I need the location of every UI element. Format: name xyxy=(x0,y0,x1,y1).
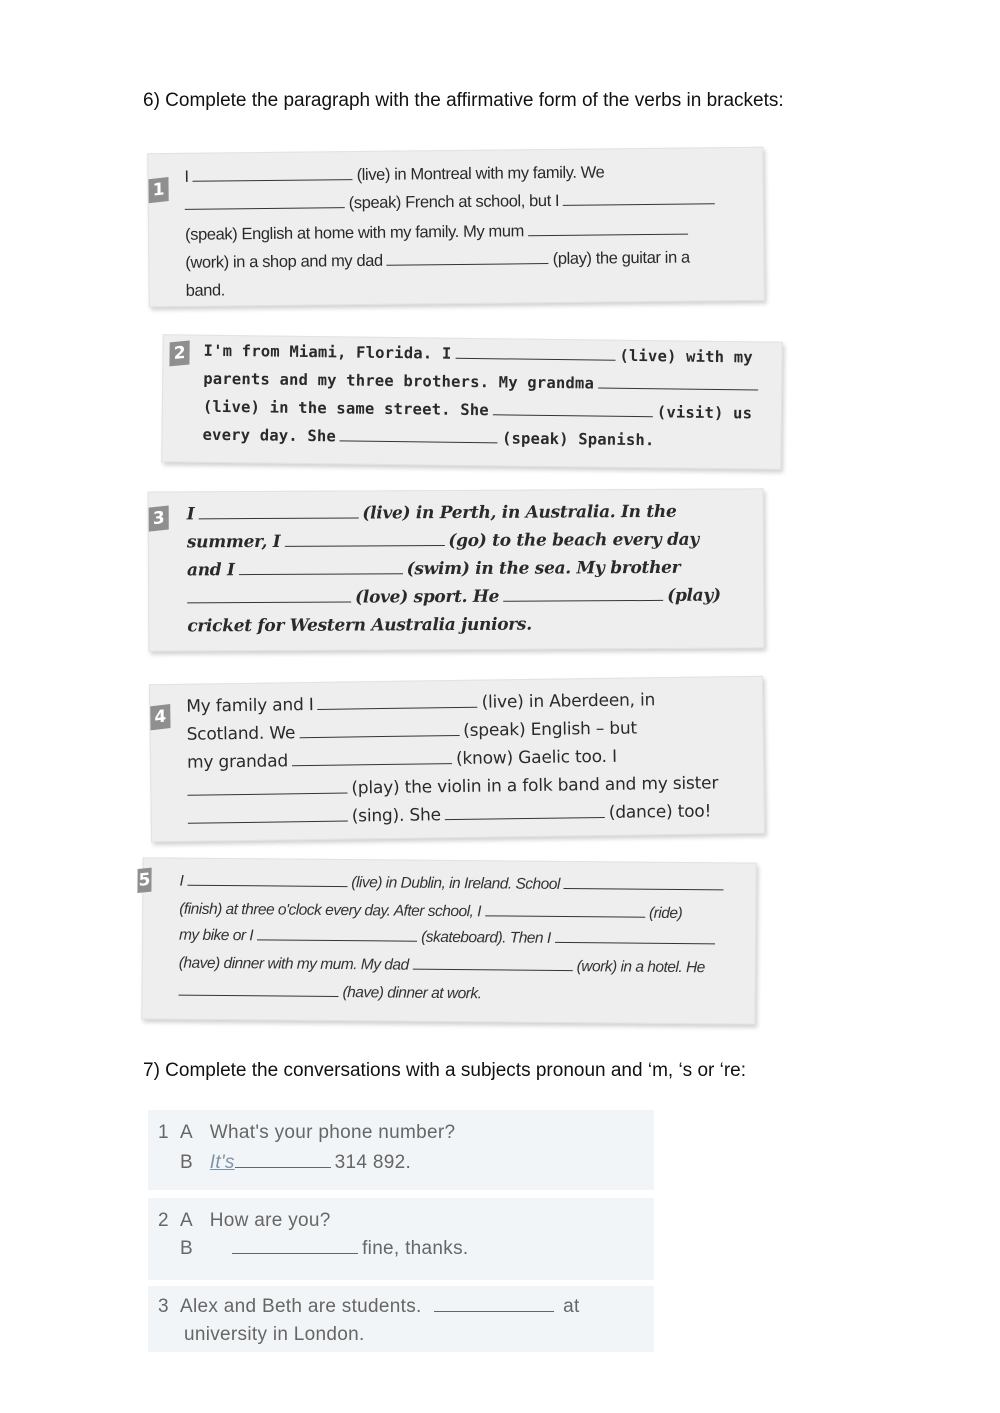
answer-blank[interactable] xyxy=(340,439,498,443)
text-line: (speak) French at school, but I xyxy=(185,190,720,215)
answer-blank[interactable] xyxy=(187,792,347,796)
answer-blank[interactable] xyxy=(198,517,358,520)
exercise-6-heading: 6) Complete the paragraph with the affirmative form of the verbs in brackets: xyxy=(143,90,784,111)
text-line: (work) in a shop and my dad (play) the guitar in a xyxy=(185,248,690,272)
card-number-4: 4 xyxy=(150,704,170,730)
text-line: I (live) in Dublin, in Ireland. School xyxy=(179,873,728,896)
text-line: I (live) in Montreal with my family. We xyxy=(184,163,605,186)
text-line: cricket for Western Australia juniors. xyxy=(187,614,532,637)
card-number-2: 2 xyxy=(169,340,189,366)
statement-line-2: university in London. xyxy=(184,1324,365,1345)
text-line: (have) dinner at work. xyxy=(178,983,481,1004)
text-line: every day. She (speak) Spanish. xyxy=(202,425,655,450)
paragraph-card-3 xyxy=(148,488,765,651)
answer-blank[interactable] xyxy=(187,884,347,887)
answer-blank[interactable] xyxy=(239,572,403,575)
statement-line: 3 Alex and Beth are students. at xyxy=(158,1296,580,1317)
answer-blank[interactable] xyxy=(563,202,715,206)
conversation-2 xyxy=(148,1198,654,1280)
answer-blank[interactable] xyxy=(193,178,353,182)
answer-blank[interactable] xyxy=(387,262,549,266)
card-number-1: 1 xyxy=(148,177,168,203)
text-line: (have) dinner with my mum. My dad (work) in a hotel. He xyxy=(178,954,705,977)
card-number-5: 5 xyxy=(137,868,151,893)
paragraph-card-2 xyxy=(161,334,783,470)
conversation-3 xyxy=(148,1286,654,1352)
card-number-3: 3 xyxy=(149,505,169,531)
answer-blank[interactable] xyxy=(434,1310,554,1312)
answer-blank[interactable] xyxy=(503,599,663,602)
answer-blank[interactable] xyxy=(185,206,345,210)
example-answer: It's xyxy=(209,1152,235,1173)
paragraph-card-1 xyxy=(147,147,765,307)
answer-blank[interactable] xyxy=(292,762,452,766)
answer-blank[interactable] xyxy=(232,1252,358,1254)
answer-blank[interactable] xyxy=(318,706,478,710)
answer-blank[interactable] xyxy=(284,544,444,547)
text-line: parents and my three brothers. My grandma xyxy=(203,370,762,395)
answer-blank[interactable] xyxy=(413,968,573,971)
text-line: My family and I (live) in Aberdeen, in xyxy=(186,690,656,717)
text-line: band. xyxy=(185,281,226,300)
answer-blank[interactable] xyxy=(257,938,417,941)
answer-blank[interactable] xyxy=(455,357,615,361)
text-line: (sing). She (dance) too! xyxy=(188,801,712,828)
speaker-b-line: B It's 314 892. xyxy=(180,1152,412,1173)
text-line: summer, I (go) to the beach every day xyxy=(186,529,700,553)
text-line: my bike or I (skateboard). Then I xyxy=(179,927,719,950)
answer-blank[interactable] xyxy=(485,914,645,917)
speaker-a-line: 1 A What's your phone number? xyxy=(158,1122,456,1143)
text-line: my grandad (know) Gaelic too. I xyxy=(186,746,617,773)
paragraph-card-5 xyxy=(138,857,756,1024)
text-line: I (live) in Perth, in Australia. In the xyxy=(186,501,677,525)
answer-blank[interactable] xyxy=(188,820,348,824)
text-line: I'm from Miami, Florida. I (live) with my xyxy=(203,341,753,367)
speaker-b-line: B fine, thanks. xyxy=(180,1238,469,1259)
speaker-a-line: 2 A How are you? xyxy=(158,1210,331,1231)
text-line: (love) sport. He (play) xyxy=(187,586,721,609)
text-line: (speak) English at home with my family. My mum xyxy=(185,221,692,245)
answer-blank[interactable] xyxy=(555,941,715,944)
answer-blank[interactable] xyxy=(187,601,351,604)
text-line: Scotland. We (speak) English – but xyxy=(186,718,638,745)
text-line: and I (swim) in the sea. My brother xyxy=(186,557,681,581)
answer-blank[interactable] xyxy=(179,994,339,997)
answer-blank[interactable] xyxy=(299,734,459,738)
answer-blank[interactable] xyxy=(235,1166,331,1168)
text-line: (live) in the same street. She (visit) us xyxy=(202,397,753,423)
answer-blank[interactable] xyxy=(528,233,688,237)
exercise-7-heading: 7) Complete the conversations with a subjects pronoun and ‘m, ‘s or ‘re: xyxy=(143,1060,747,1081)
text-line: (finish) at three o'clock every day. After school, I (ride) xyxy=(179,900,683,923)
answer-blank[interactable] xyxy=(564,887,724,890)
answer-blank[interactable] xyxy=(493,413,653,417)
text-line: (play) the violin in a folk band and my sister xyxy=(187,773,718,800)
paragraph-card-4 xyxy=(149,676,765,843)
answer-blank[interactable] xyxy=(598,387,758,391)
answer-blank[interactable] xyxy=(445,816,605,820)
conversation-1 xyxy=(148,1110,654,1190)
